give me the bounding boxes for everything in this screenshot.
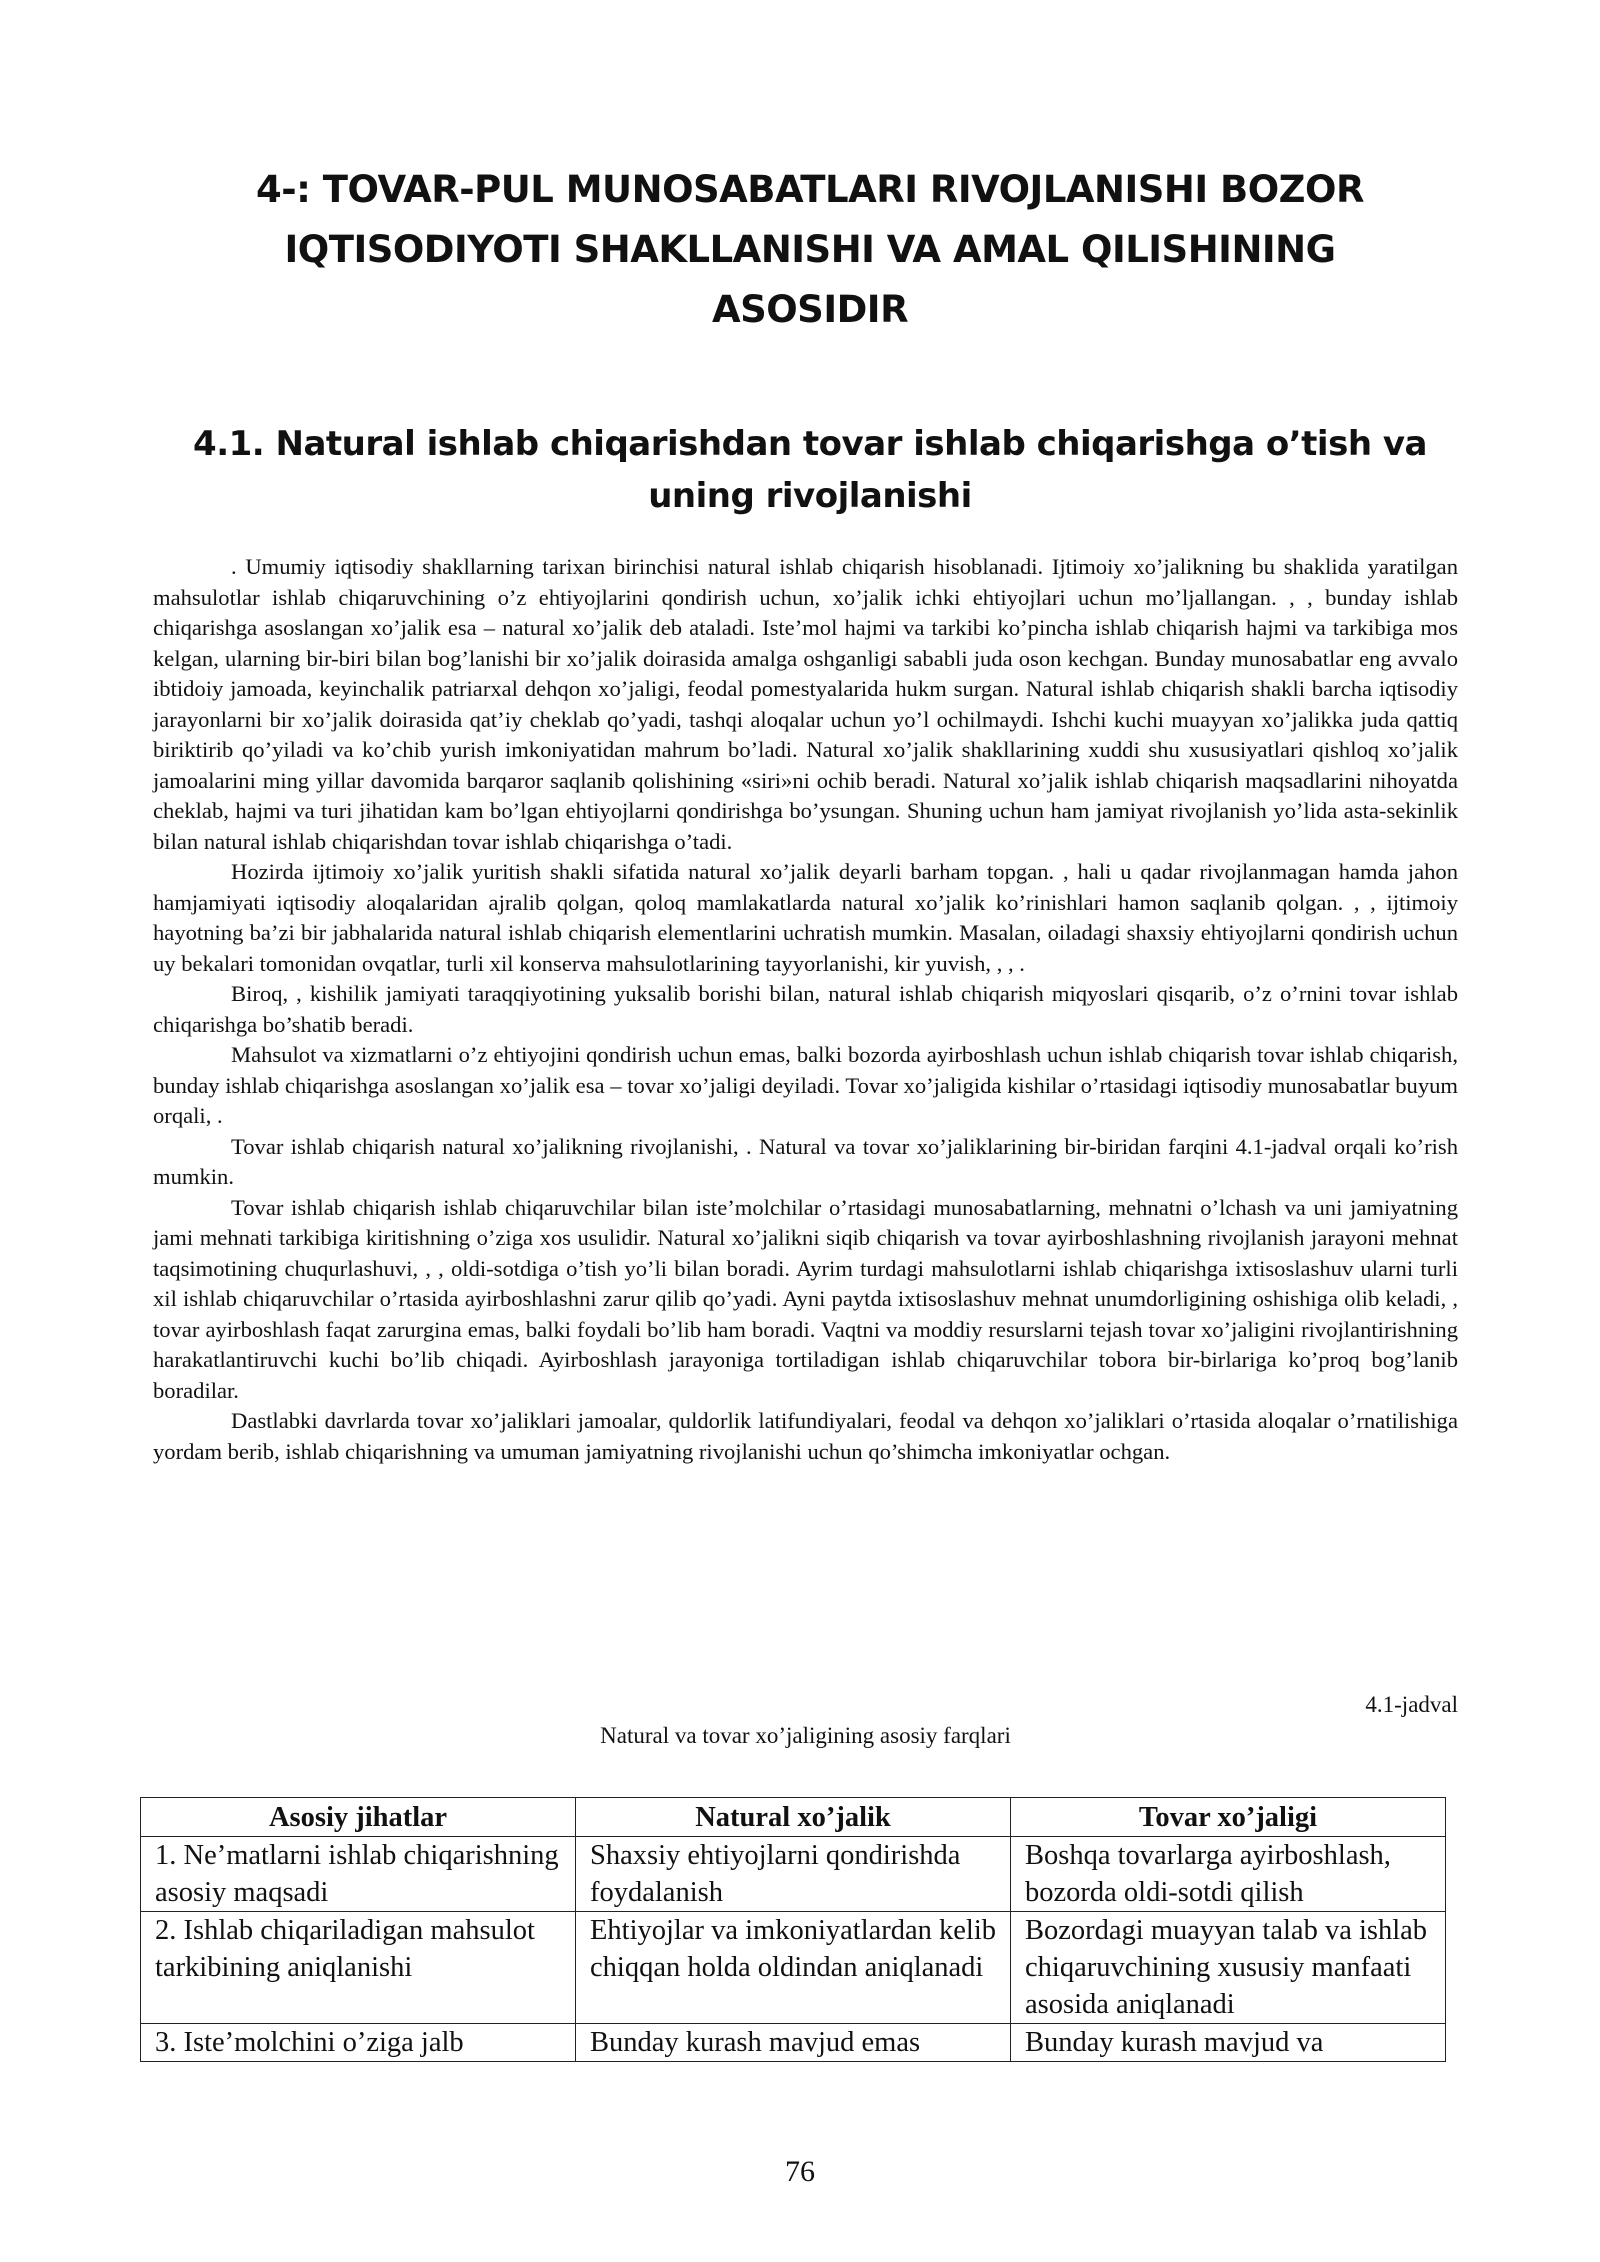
comparison-table: [140, 1797, 1446, 2062]
table-cell: 3. Iste’molchini o’ziga jalb: [141, 2024, 576, 2062]
paragraph: . Umumiy iqtisodiy shakllarning tarixan birinchisi natural ishlab chiqarish hisoblanadi. Ijtimoiy xo’jalikning bu shaklida yaratilgan mahsulotlar ishlab chiqaruvchining o’z ehtiyojlarini qondirish uchun, xo’jalik ichki ehtiyojlari uchun mo’ljallangan. , , bunday ishlab chiqarishga asoslangan xo’jalik esa – natural xo’jalik deb ataladi. Iste’mol hajmi va tarkibi ko’pincha ishlab chiqarish hajmi va tarkibiga mos kelgan, ularning bir-biri bilan bog’lanishi bir xo’jalik doirasida amalga oshganligi sababli juda oson kechgan. Bunday munosabatlar eng avvalo ibtidoiy jamoada, keyinchalik patriarxal dehqon xo’jaligi, feodal pomestyalarida hukm surgan. Natural ishlab chiqarish shakli barcha iqtisodiy jarayonlarni bir xo’jalik doirasida qat’iy cheklab qo’yadi, tashqi aloqalar uchun yo’l ochilmaydi. Ishchi kuchi muayyan xo’jalikka juda qattiq biriktirib qo’yiladi va ko’chib yurish imkoniyatidan mahrum bo’ladi. Natural xo’jalik shakllarining xuddi shu xususiyatlari qishloq xo’jalik jamoalarini ming yillar davomida barqaror saqlanib qolishining «siri»ni ochib beradi. Natural xo’jalik ishlab chiqarish maqsadlarini nihoyatda cheklab, hajmi va turi jihatidan kam bo’lgan ehtiyojlarni qondirishga bo’ysungan. Shuning uchun ham jamiyat rivojlanish yo’lida asta-sekinlik bilan natural ishlab chiqarishdan tovar ishlab chiqarishga o’tadi.: [153, 554, 1458, 854]
table-cell: 2. Ishlab chiqariladigan mahsulot tarkibining aniqlanishi: [141, 1912, 576, 2024]
paragraph: Mahsulot va xizmatlarni o’z ehtiyojini qondirish uchun emas, balki bozorda ayirboshlash uchun ishlab chiqarish tovar ishlab chiqarish, bunday ishlab chiqarishga asoslangan xo’jalik esa – tovar xo’jaligi deyiladi. Tovar xo’jaligida kishilar o’rtasidagi iqtisodiy munosabatlar buyum orqali, .: [153, 1042, 1458, 1128]
table-cell: 1. Ne’matlarni ishlab chiqarishning asosiy maqsadi: [141, 1837, 576, 1912]
chapter-title: 4-: TOVAR-PUL MUNOSABATLARI RIVOJLANISHI BOZOR IQTISODIYOTI SHAKLLANISHI VA AMAL QILISHINING ASOSIDIR: [256, 168, 1364, 331]
paragraph: Tovar ishlab chiqarish ishlab chiqaruvchilar bilan iste’molchilar o’rtasidagi munosabatlarning, mehnatni o’lchash va uni jamiyatning jami mehnati tarkibiga kiritishning o’ziga xos usulidir. Natural xo’jalikni siqib chiqarish va tovar ayirboshlashning rivojlanish jarayoni mehnat taqsimotining chuqurlashuvi, , , oldi-sotdiga o’tish yo’li bilan boradi. Ayrim turdagi mahsulotlarni ishlab chiqarishga ixtisoslashuv ularni turli xil ishlab chiqaruvchilar o’rtasida ayirboshlashni zarur qilib qo’yadi. Ayni paytda ixtisoslashuv mehnat unumdorligining oshishiga olib keladi, , tovar ayirboshlash faqat zarurgina emas, balki foydali bo’lib ham boradi. Vaqtni va moddiy resurslarni tejash tovar xo’jaligini rivojlantirishning harakatlantiruvchi kuchi bo’lib chiqadi. Ayirboshlash jarayoniga tortiladigan ishlab chiqaruvchilar tobora bir-birlariga ko’proq bog’lanib boradilar.: [153, 1194, 1458, 1403]
table-number: 4.1-jadval: [1365, 1692, 1458, 1717]
table-row: [141, 1837, 1446, 1912]
table-cell: Boshqa tovarlarga ayirboshlash, bozorda oldi-sotdi qilish: [1011, 1837, 1446, 1912]
table-header-cell: Natural xo’jalik: [576, 1798, 1011, 1837]
table-cell: Bunday kurash mavjud emas: [576, 2024, 1011, 2062]
table-cell: Bunday kurash mavjud va: [1011, 2024, 1446, 2062]
page-number: 76: [785, 2155, 815, 2188]
paragraph: Biroq, , kishilik jamiyati taraqqiyotining yuksalib borishi bilan, natural ishlab chiqarish miqyoslari qisqarib, o’z o’rnini tovar ishlab chiqarishga bo’shatib beradi.: [153, 981, 1458, 1037]
section-title: 4.1. Natural ishlab chiqarishdan tovar ishlab chiqarishga o’tish va uning rivojlanishi: [193, 424, 1427, 516]
table-header-cell: Tovar xo’jaligi: [1011, 1798, 1446, 1837]
table-row: [141, 1912, 1446, 2024]
table-cell: Ehtiyojlar va imkoniyatlardan kelib chiqqan holda oldindan aniqlanadi: [576, 1912, 1011, 2024]
table-cell: Shaxsiy ehtiyojlarni qondirishda foydalanish: [576, 1837, 1011, 1912]
table-cell: Bozordagi muayyan talab va ishlab chiqaruvchining xususiy manfaati asosida aniqlanadi: [1011, 1912, 1446, 2024]
body-text: [153, 552, 1458, 1467]
table-header-cell: Asosiy jihatlar: [141, 1798, 576, 1837]
table-header-row: [141, 1798, 1446, 1837]
table-row: [141, 2024, 1446, 2062]
paragraph: Dastlabki davrlarda tovar xo’jaliklari jamoalar, quldorlik latifundiyalari, feodal va dehqon xo’jaliklari o’rtasida aloqalar o’rnatilishiga yordam berib, ishlab chiqarishning va umuman jamiyatning rivojlanishi uchun qo’shimcha imkoniyatlar ochgan.: [153, 1408, 1458, 1464]
table-caption: Natural va tovar xo’jaligining asosiy farqlari: [600, 1723, 1011, 1748]
paragraph: Tovar ishlab chiqarish natural xo’jalikning rivojlanishi, . Natural va tovar xo’jaliklarining bir-biridan farqini 4.1-jadval orqali ko’rish mumkin.: [153, 1133, 1458, 1189]
paragraph: Hozirda ijtimoiy xo’jalik yuritish shakli sifatida natural xo’jalik deyarli barham topgan. , hali u qadar rivojlanmagan hamda jahon hamjamiyati iqtisodiy aloqalaridan ajralib qolgan, qoloq mamlakatlarda natural xo’jalik ko’rinishlari hamon saqlanib qolgan. , , ijtimoiy hayotning ba’zi bir jabhalarida natural ishlab chiqarish elementlarini uchratish mumkin. Masalan, oiladagi shaxsiy ehtiyojlarni qondirish uchun uy bekalari tomonidan ovqatlar, turli xil konserva mahsulotlarining tayyorlanishi, kir yuvish, , , .: [153, 859, 1458, 976]
